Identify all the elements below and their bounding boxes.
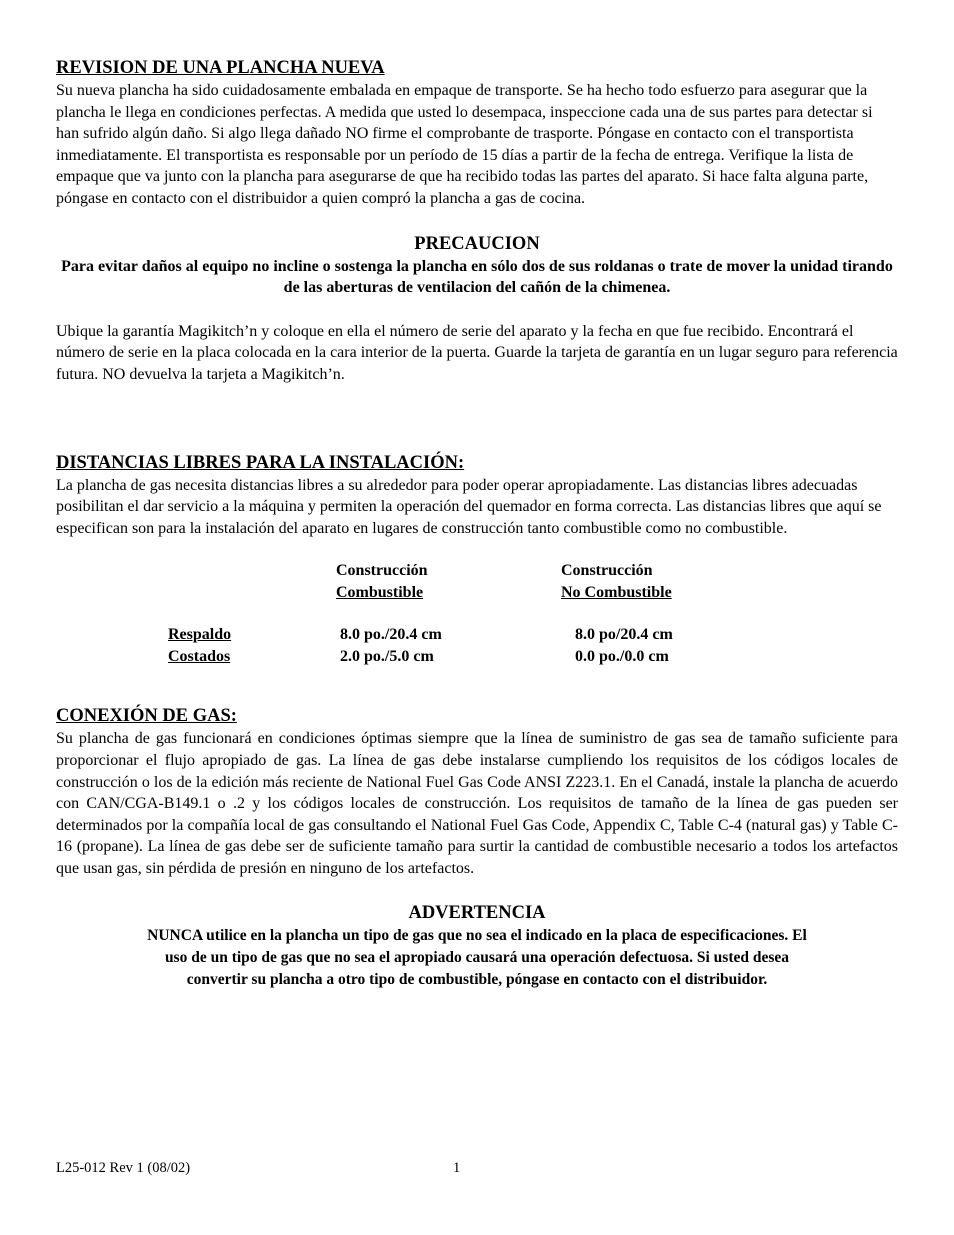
advertencia-line-2: uso de un tipo de gas que no sea el apropiado causará una operación defectuosa. Si usted desea [164,949,790,967]
conexion-body: Su plancha de gas funcionará en condiciones óptimas siempre que la línea de suministro de gas sea de tamaño suficiente para proporcionar el flujo apropiado de gas. La línea de gas debe instalarse cumpliendo los requisitos de los códigos locales de construcción o los de la edición más reciente de National Fuel Gas Code ANSI Z223.1. En el Canadá, instale la plancha de acuerdo con CAN/CGA-B149.1 o .2 y los códigos locales de construcción. Los requisitos de tamaño de la línea de gas pueden ser determinados por la compañía local de gas consultando el National Fuel Gas Code, Appendix C, Table C-4 (natural gas) y Table C-16 (propane). La línea de gas debe ser de suficiente tamaño para surtir la cantidad de combustible necesario a todos los artefactos que usan gas, sin pérdida de presión en ninguno de los artefactos. [56,730,898,877]
table-header-row-1 [56,560,673,582]
document-page [56,56,898,990]
costados-combustible: 2.0 po./5.0 cm [340,648,434,666]
costados-no-combustible: 0.0 po./0.0 cm [575,648,669,666]
row-label-respaldo: Respaldo [168,626,232,644]
advertencia-title: ADVERTENCIA [408,903,546,924]
distancias-section [56,451,898,669]
precaucion-body: Para evitar daños al equipo no incline o sostenga la plancha en sólo dos de sus roldanas o trate de mover la unidad tirando de las aberturas de ventilacion del cañón de la chimenea. [61,257,893,297]
col-combustible-line1: Construcción [336,562,428,580]
distancias-body: La plancha de gas necesita distancias libres a su alrededor para poder operar apropiadamente. Las distancias libres adecuadas posibilitan el dar servicio a la máquina y permiten la operación del quemador en forma correcta. Las distancias libres que aquí se especifican son para la instalación del aparato en lugares de construcción tanto combustible como no combustible. [56,476,882,537]
table-row [56,646,673,668]
clearances-table [56,560,673,668]
col-no-combustible-line2: No Combustible [561,584,672,602]
advertencia-box [56,901,898,990]
row-label-costados: Costados [168,648,231,666]
col-combustible-line2: Combustible [336,584,424,602]
respaldo-no-combustible: 8.0 po/20.4 cm [575,626,673,644]
document-code: L25-012 Rev 1 (08/02) [56,1160,191,1176]
table-header-row-2 [56,582,673,604]
garantia-body: Ubique la garantía Magikitch’n y coloque en ella el número de serie del aparato y la fecha en que fue recibido. Encontrará el número de serie en la placa colocada en la cara interior de la puerta. Guarde la tarjeta de garantía en un lugar seguro para referencia futura. NO devuelva la tarjeta a Magikitch’n. [56,322,898,383]
advertencia-line-1: NUNCA utilice en la plancha un tipo de gas que no sea el indicado en la placa de especificaciones. El [147,927,807,945]
precaucion-box [56,232,898,299]
precaucion-title: PRECAUCION [414,233,540,254]
col-no-combustible-line1: Construcción [561,562,653,580]
revision-body: Su nueva plancha ha sido cuidadosamente embalada en empaque de transporte. Se ha hecho todo esfuerzo para asegurar que la plancha le llega en condiciones perfectas. A medida que usted lo desempaca, inspeccione cada una de sus partes para detectar si han sufrido algún daño. Si algo llega dañado NO firme el comprobante de trasporte. Póngase en contacto con el transportista inmediatamente. El transportista es responsable por un período de 15 días a partir de la fecha de entrega. Verifique la lista de empaque que va junto con la plancha para asegurarse de que ha recibido todas las partes del aparato. Si hace falta alguna parte, póngase en contacto con el distribuidor a quien compró la plancha a gas de cocina. [56,82,873,207]
table-row [56,624,673,646]
advertencia-line-3: convertir su plancha a otro tipo de combustible, póngase en contacto con el distribuidor. [186,970,768,988]
distancias-heading: DISTANCIAS LIBRES PARA LA INSTALACIÓN: [56,452,465,473]
conexion-section [56,704,898,879]
page-number: 1 [453,1160,461,1176]
garantia-section [56,321,898,386]
revision-section [56,56,898,210]
conexion-heading: CONEXIÓN DE GAS: [56,706,237,727]
revision-heading: REVISION DE UNA PLANCHA NUEVA [56,58,385,78]
respaldo-combustible: 8.0 po./20.4 cm [340,626,442,644]
